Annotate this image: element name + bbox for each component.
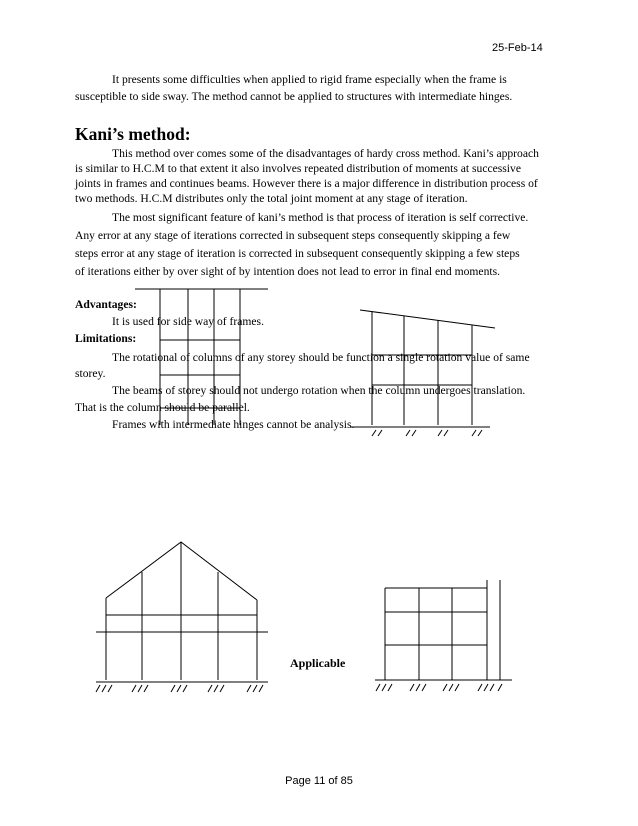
header-date: 25-Feb-14 — [492, 42, 543, 54]
kani-para2-line-1: The most significant feature of kani’s method is that process of iteration is self corrective. — [112, 211, 529, 224]
advantages-text: It is used for side way of frames. — [112, 315, 264, 328]
kani-para2-line-2: Any error at any stage of iterations corrected in subsequent steps consequently skipping a few — [75, 229, 511, 242]
kani-para1-line-2: is similar to H.C.M to that extent it also involves repeated distribution of moments at successive — [75, 162, 521, 175]
limitation-line-2: storey. — [75, 367, 106, 380]
kani-para1-line-3: joints in frames and continues beams. However there is a major difference in distribution process of — [75, 177, 538, 190]
intro-line-2: susceptible to side sway. The method cannot be applied to structures with intermediate hinges. — [75, 90, 513, 103]
section-heading-kani: Kani’s method: — [75, 124, 191, 144]
limitation-line-3: The beams of storey should not undergo rotation when the column undergoes translation. — [112, 384, 526, 397]
page-footer: Page 11 of 85 — [285, 775, 353, 787]
frame-sketch-gable — [96, 542, 268, 692]
limitation-line-5: Frames with intermediate hinges cannot be analysis. — [112, 418, 355, 431]
kani-para2-line-3: steps error at any stage of iteration is corrected in subsequent consequently skipping a few steps — [75, 247, 520, 260]
frame-sketch-grid — [375, 580, 512, 691]
kani-para1-line-4: two methods. H.C.M distributes only the total joint moment at any stage of iteration. — [75, 192, 468, 205]
limitations-heading: Limitations: — [75, 332, 137, 345]
kani-para1-line-1: This method over comes some of the disadvantages of hardy cross method. Kani’s approach — [112, 147, 539, 160]
intro-line-1: It presents some difficulties when applied to rigid frame especially when the frame is — [112, 73, 507, 86]
limitation-line-1: The rotational of columns of any storey should be function a single rotation value of same — [112, 351, 530, 364]
kani-para2-line-4: of iterations either by over sight of by intention does not lead to error in final end moments. — [75, 265, 501, 278]
figure-label-applicable: Applicable — [290, 656, 346, 670]
advantages-heading: Advantages: — [75, 298, 137, 311]
frame-sketch-sloped-roof — [350, 310, 495, 436]
limitation-line-4: That is the column should be parallel. — [75, 401, 250, 414]
